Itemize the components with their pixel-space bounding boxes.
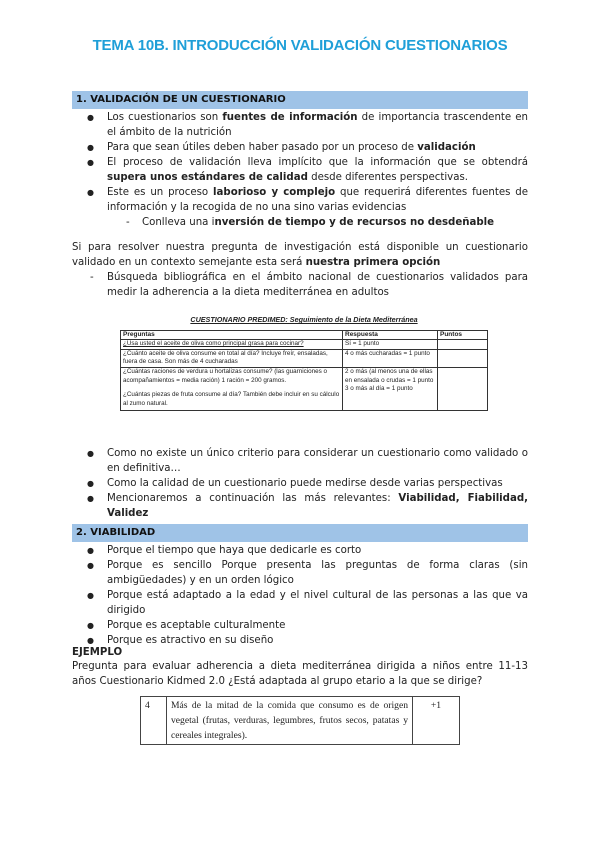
table-cell: ¿Cuánto aceite de oliva consume en total al día? Incluye freír, ensaladas, fuera de casa. Son más de 4 cucharadas xyxy=(121,349,343,367)
list-item: ● Porque es sencillo Porque presenta las preguntas de forma claras (sin ambigüedades) y en un orden lógico xyxy=(72,558,528,588)
list-item: ● Como la calidad de un cuestionario puede medirse desde varias perspectivas xyxy=(72,476,528,491)
ejemplo-text: Pregunta para evaluar adherencia a dieta mediterránea dirigida a niños entre 11-13 años Cuestionario Kidmed 2.0 ¿Está adaptada al grupo etario a la que se dirige? xyxy=(72,661,528,687)
criterio-bullet-list xyxy=(72,446,528,521)
bold-text: laborioso y complejo xyxy=(213,187,336,198)
header-cell: Preguntas xyxy=(121,330,343,340)
table-cell: ¿Usa usted el aceite de oliva como principal grasa para cocinar? xyxy=(121,340,343,350)
text: Conlleva una i xyxy=(142,217,215,228)
kidmed-table-figure xyxy=(140,696,460,745)
sub-list-item xyxy=(72,215,528,230)
list-item xyxy=(72,110,528,140)
table-cell xyxy=(438,367,488,410)
table-cell xyxy=(438,340,488,350)
cell-text: ¿Cuántas raciones de verdura u hortalizas consume? (las guarniciones o acompañamientos = media ración) 1 ración = 200 gramos. xyxy=(123,367,328,384)
text: Este es un proceso xyxy=(107,187,214,198)
list-item xyxy=(72,140,528,155)
list-item: ● Porque está adaptado a la edad y el nivel cultural de las personas a las que va dirigido xyxy=(72,588,528,618)
kidmed-table xyxy=(140,696,460,745)
table-cell xyxy=(121,367,343,410)
cell-text: ¿Cuántas piezas de fruta consume al día? También debe incluir en su cálculo al zumo natural. xyxy=(123,391,340,407)
cell-text: 2 o más (al menos una de ellas en ensalada o crudas = 1 punto xyxy=(345,367,434,384)
table-cell: 4 o más cucharadas = 1 punto xyxy=(343,349,438,367)
paragraph xyxy=(72,240,528,270)
list-item: ● Porque es atractivo en su diseño xyxy=(72,633,528,648)
text: Mencionaremos a continuación las más relevantes: xyxy=(107,493,399,504)
text: Para que sean útiles deben haber pasado por un proceso de xyxy=(107,142,418,153)
cell-text: 3 o más al día = 1 punto xyxy=(345,385,413,393)
validacion-bullet-list xyxy=(72,110,528,230)
predimed-table xyxy=(120,330,488,412)
list-item xyxy=(72,155,528,185)
list-item: ● Porque el tiempo que haya que dedicarle es corto xyxy=(72,543,528,558)
viabilidad-bullet-list xyxy=(72,543,528,648)
section-heading-viabilidad: 2. VIABILIDAD xyxy=(72,524,528,542)
list-item xyxy=(72,491,528,521)
text: El proceso de validación lleva implícito que la información que se obtendrá xyxy=(107,157,528,168)
table-cell: Sí = 1 punto xyxy=(343,340,438,350)
bold-text: Viabilidad, Fiabilidad, Validez xyxy=(107,493,529,519)
text: Los cuestionarios son xyxy=(107,112,223,123)
text: que requerirá diferentes fuentes de información y la recogida de no una sino varias evidencias xyxy=(107,187,529,213)
text: de importancia trascendente en el ámbito de la nutrición xyxy=(107,112,529,138)
list-item: ● Porque es aceptable culturalmente xyxy=(72,618,528,633)
table-cell xyxy=(438,349,488,367)
table-cell: 4 xyxy=(141,697,167,745)
table-cell: +1 xyxy=(413,697,460,745)
bold-text: fuentes de información xyxy=(222,112,358,123)
table-cell xyxy=(343,367,438,410)
table-row xyxy=(121,349,488,367)
predimed-caption: CUESTIONARIO PREDIMED: Seguimiento de la Dieta Mediterránea xyxy=(190,315,418,324)
list-item xyxy=(72,185,528,215)
bold-text: nversión de tiempo y de recursos no desdeñable xyxy=(214,217,495,228)
table-header-row xyxy=(121,330,488,340)
text: Si para resolver nuestra pregunta de investigación está disponible un cuestionario validado en un contexto semejante esta será xyxy=(72,242,528,268)
dash-item: - Búsqueda bibliográfica en el ámbito nacional de cuestionarios validados para medir la adherencia a la dieta mediterránea en adultos xyxy=(72,270,528,300)
page-title: TEMA 10B. INTRODUCCIÓN VALIDACIÓN CUESTIONARIOS xyxy=(92,37,508,54)
table-row xyxy=(121,340,488,350)
table-row xyxy=(141,697,460,745)
section-heading-validacion: 1. VALIDACIÓN DE UN CUESTIONARIO xyxy=(72,91,528,109)
ejemplo-heading: EJEMPLO xyxy=(72,647,123,658)
bold-text: validación xyxy=(417,142,476,153)
bold-text: nuestra primera opción xyxy=(305,257,441,268)
header-cell: Puntos xyxy=(438,330,488,340)
predimed-table-figure xyxy=(120,316,488,411)
table-cell: Más de la mitad de la comida que consumo es de origen vegetal (frutas, verduras, legumbres, frutos secos, patatas y cereales integrales). xyxy=(167,697,413,745)
text: desde diferentes perspectivas. xyxy=(307,172,468,183)
table-row xyxy=(121,367,488,410)
list-item: ● Como no existe un único criterio para considerar un cuestionario como validado o en definitiva… xyxy=(72,446,528,476)
header-cell: Respuesta xyxy=(343,330,438,340)
bold-text: supera unos estándares de calidad xyxy=(107,172,308,183)
